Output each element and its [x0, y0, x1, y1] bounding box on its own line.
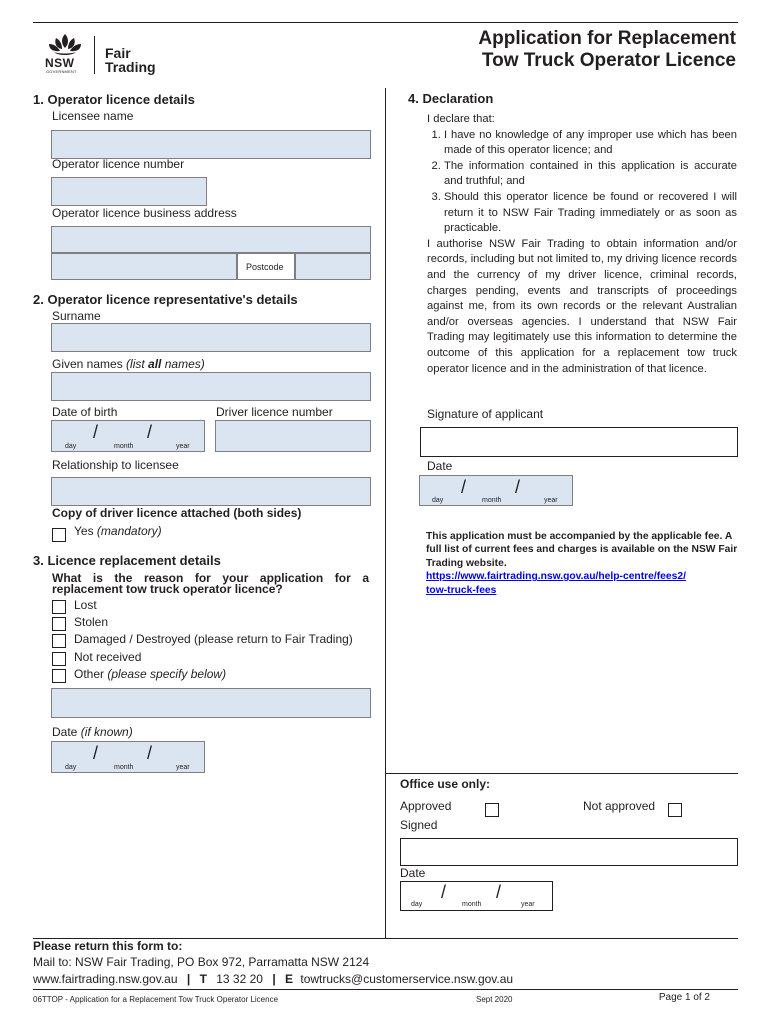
dob-label: Date of birth — [52, 405, 118, 419]
yes-label-text: Yes — [74, 524, 94, 538]
approved-checkbox[interactable] — [485, 803, 499, 817]
lost-checkbox[interactable] — [52, 600, 66, 614]
licence-number-label: Operator licence number — [52, 157, 185, 171]
declaration-date-slash-2: / — [515, 477, 521, 497]
office-month-hint: month — [462, 901, 482, 908]
yes-hint: (mandatory) — [96, 524, 162, 538]
footer-rule-bottom — [33, 989, 738, 990]
licence-number-field[interactable] — [51, 177, 207, 206]
fee-note — [426, 530, 740, 597]
declaration-item: 2. The information contained in this application is accurate and truthful; and — [444, 159, 737, 190]
date-known-label — [52, 725, 133, 739]
date-known-label-text: Date — [52, 725, 78, 739]
nsw-logo — [44, 32, 86, 74]
contact-sep-2: | — [272, 972, 276, 986]
declaration-date-slash-1: / — [461, 477, 467, 497]
email-link[interactable]: towtrucks@customerservice.nsw.gov.au — [300, 972, 514, 986]
given-names-hint — [126, 357, 205, 371]
other-specify-field[interactable] — [51, 688, 371, 718]
relationship-label: Relationship to licensee — [52, 458, 179, 472]
other-hint: (please specify below) — [107, 667, 227, 681]
logo-gov-text: GOVERNMENT — [46, 69, 77, 74]
licensee-name-label: Licensee name — [52, 109, 134, 123]
office-heading: Office use only: — [400, 777, 491, 791]
reason-question-line2: replacement tow truck operator licence? — [52, 582, 283, 596]
authorise-text: I authorise NSW Fair Trading to obtain information and/or records, including but not limited to, my driving licence records and the currency of my driver licence, criminal records, charges pending, events and transcripts of proceedings against me, from its own records or the relevant Australian and/or overseas agencies. I understand that NSW Fair Trading may legitimately use this information to determine the outcome of this application for a replacement tow truck operator licence and in the administration of that licence. — [427, 237, 737, 375]
surname-label: Surname — [52, 309, 101, 323]
declaration-day-hint: day — [432, 497, 444, 504]
surname-field[interactable] — [51, 323, 371, 352]
phone-key: T — [199, 972, 207, 986]
given-names-hint-post: names) — [161, 357, 205, 371]
declaration-month-hint: month — [482, 497, 502, 504]
postcode-field[interactable] — [295, 253, 371, 280]
other-label-text: Other — [74, 667, 105, 681]
logo-org-line2: Trading — [105, 59, 156, 75]
date-known-month-hint: month — [114, 764, 134, 771]
signature-label: Signature of applicant — [427, 407, 544, 421]
date-known-day-hint: day — [65, 764, 77, 771]
reason-question-line1: What is the reason for your application for a — [52, 571, 369, 585]
declaration-item: 3. Should this operator licence be found or recovered I will return it to NSW Fair Trading immediately or as soon as practicable. — [444, 190, 737, 237]
office-date-label: Date — [400, 866, 426, 880]
office-rule — [386, 773, 738, 774]
page-number: Page 1 of 2 — [658, 992, 710, 1003]
stolen-checkbox[interactable] — [52, 617, 66, 631]
page-title-line1: Application for Replacement — [478, 28, 736, 49]
column-divider — [385, 88, 386, 938]
fee-link-line1: https://www.fairtrading.nsw.gov.au/help-centre/fees2/ — [426, 571, 686, 583]
fee-note-text: This application must be accompanied by the applicable fee. A full list of current fees and charges is available on the NSW Fair Trading website. — [426, 531, 738, 569]
website-link[interactable]: www.fairtrading.nsw.gov.au — [33, 972, 178, 986]
copy-heading: Copy of driver licence attached (both sides) — [52, 506, 302, 520]
damaged-checkbox[interactable] — [52, 634, 66, 648]
section1-heading: 1. Operator licence details — [33, 92, 195, 107]
given-names-hint-bold: all — [148, 357, 162, 371]
declaration-intro: I declare that: — [427, 113, 495, 125]
approved-label: Approved — [400, 799, 452, 813]
top-rule — [33, 22, 738, 23]
date-known-hint: (if known) — [80, 725, 133, 739]
given-names-label — [52, 357, 205, 371]
dob-year-hint: year — [176, 443, 190, 450]
signature-field[interactable] — [420, 427, 738, 457]
date-known-slash-2: / — [147, 743, 153, 763]
return-heading: Please return this form to: — [33, 939, 183, 953]
yes-label — [74, 524, 162, 538]
not-received-label: Not received — [74, 650, 142, 664]
dob-month-hint: month — [114, 443, 134, 450]
dob-day-hint: day — [65, 443, 77, 450]
given-names-field[interactable] — [51, 372, 371, 401]
office-date-slash-2: / — [496, 882, 502, 902]
date-known-year-hint: year — [176, 764, 190, 771]
logo-divider — [94, 36, 95, 74]
signed-field[interactable] — [400, 838, 738, 866]
office-date-slash-1: / — [441, 882, 447, 902]
fee-link-line2: tow-truck-fees — [426, 584, 497, 596]
other-checkbox[interactable] — [52, 669, 66, 683]
lost-label: Lost — [74, 598, 97, 612]
business-address-field-line1[interactable] — [51, 226, 371, 253]
office-year-hint: year — [521, 901, 535, 908]
yes-checkbox[interactable] — [52, 528, 66, 542]
section2-heading: 2. Operator licence representative's details — [33, 292, 298, 307]
declaration-date-label: Date — [427, 459, 453, 473]
declaration-item: 1. I have no knowledge of any improper use which has been made of this operator licence; and — [444, 128, 737, 159]
logo-org-line1: Fair — [105, 45, 131, 61]
section4-heading: 4. Declaration — [408, 91, 494, 106]
email-key: E — [285, 972, 294, 986]
contact-sep-1: | — [186, 972, 191, 986]
other-label — [74, 667, 226, 681]
signed-label: Signed — [400, 818, 438, 832]
page-title-line2: Tow Truck Operator Licence — [481, 50, 736, 71]
dob-slash-2: / — [147, 422, 153, 442]
declaration-list — [427, 128, 737, 237]
contact-line — [33, 972, 513, 986]
logo-nsw-text: NSW — [45, 56, 75, 70]
phone-number: 13 32 20 — [216, 972, 263, 986]
form-code: 06TTOP - Application for a Replacement Tow Truck Operator Licence — [33, 995, 279, 1004]
given-names-hint-pre: (list — [126, 357, 149, 371]
driver-licence-field[interactable] — [215, 420, 371, 452]
licensee-name-field[interactable] — [51, 130, 371, 159]
declaration-year-hint: year — [544, 497, 558, 504]
date-known-slash-1: / — [93, 743, 99, 763]
driver-licence-label: Driver licence number — [216, 405, 333, 419]
not-received-checkbox[interactable] — [52, 652, 66, 666]
relationship-field[interactable] — [51, 477, 371, 506]
not-approved-label: Not approved — [583, 799, 656, 813]
business-address-field-line2[interactable] — [51, 253, 237, 280]
postcode-label: Postcode — [246, 262, 284, 272]
declaration-text — [427, 112, 737, 377]
edition: Sept 2020 — [476, 995, 513, 1004]
damaged-label: Damaged / Destroyed (please return to Fair Trading) — [74, 632, 353, 646]
fee-link[interactable] — [426, 571, 686, 595]
mail-line: Mail to: NSW Fair Trading, PO Box 972, Parramatta NSW 2124 — [33, 955, 370, 969]
stolen-label: Stolen — [74, 615, 109, 629]
business-address-label: Operator licence business address — [52, 206, 237, 220]
section3-heading: 3. Licence replacement details — [33, 553, 221, 568]
not-approved-checkbox[interactable] — [668, 803, 682, 817]
dob-slash-1: / — [93, 422, 99, 442]
given-names-label-text: Given names — [52, 357, 123, 371]
office-day-hint: day — [411, 901, 423, 908]
